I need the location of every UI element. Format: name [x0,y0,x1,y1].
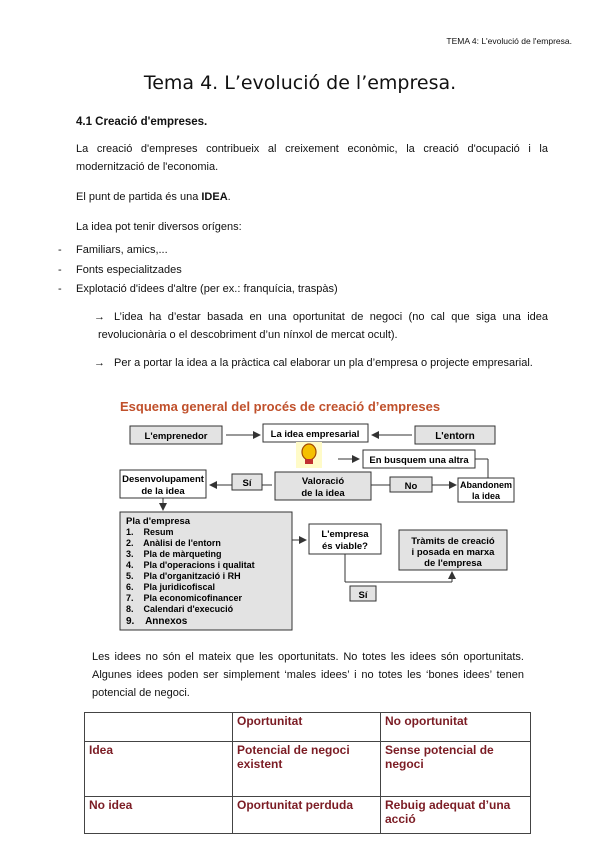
process-diagram [100,394,520,636]
text: . [227,191,231,203]
list-item: - Fonts especialitzades [58,264,182,276]
section-heading: 4.1 Creació d'empreses. [76,116,208,128]
table-row-header: Idea [85,742,233,797]
arrow-icon: → [94,311,105,323]
table-cell: Sense potencial de negoci [381,742,531,797]
table-header-cell: Oportunitat [233,713,381,742]
no-label: No [404,481,418,492]
tramits-label: Tràmits de creació [411,536,495,547]
table-row-header: No idea [85,797,233,834]
arrow-point [94,354,548,372]
entorn-label: L'entorn [435,431,475,442]
list-item-text: Familiars, amics,... [76,244,168,256]
text: El punt de partida és una [76,191,202,203]
list-item-text: Explotació d'idees d'altre (per ex.: franquícia, traspàs) [76,283,338,295]
si-label: Sí [358,590,368,601]
valoracio-label: Valoració [301,476,345,487]
tramits-label: i posada en marxa [411,547,495,558]
running-header: TEMA 4: L'evolució de l'empresa. [446,36,572,46]
viable-label: és viable? [322,541,368,552]
arrow-point-text: Per a portar la idea a la pràctica cal elaborar un pla d’empresa o projecte empresarial. [114,357,533,369]
list-item: - Explotació d'idees d'altre (per ex.: franquícia, traspàs) [58,283,338,295]
pla-item: 5. Pla d'organització i RH [126,571,241,581]
pla-item: 3. Pla de màrqueting [126,549,222,559]
idea-empresarial-label: La idea empresarial [270,429,360,440]
pla-item: 9. Annexos [126,616,188,627]
arrow-point [94,308,548,344]
paragraph-origins: La idea pot tenir diversos orígens: [76,221,242,233]
page-title: Tema 4. L’evolució de l’empresa. [143,72,457,94]
pla-item: 8. Calendari d'execució [126,604,234,614]
table-header-cell: No oportunitat [381,713,531,742]
paragraph-ideas-vs-opportunities: Les idees no són el mateix que les oportunitats. No totes les idees són oportunitats. Algunes idees poden ser simplement ‘males idees’ i no totes les ‘bones idees’ tenen potencial de negoci. [92,651,524,699]
emprenedor-label: L'emprenedor [144,431,208,442]
lightbulb-icon [296,442,322,468]
viable-label: L'empresa [321,529,369,540]
arrow-icon: → [94,357,105,369]
diagram-title: Esquema general del procés de creació d’empreses [120,399,441,414]
pla-item: 7. Pla economicofinancer [126,593,243,603]
busquem-label: En busquem una altra [369,455,469,466]
abandonem-label: la idea [471,491,501,501]
table-row [85,797,531,834]
arrow-point-text: L’idea ha d’estar basada en una oportunitat de negoci (no cal que siga una idea revolucionària o el descobriment d’un nínxol de mercat ocult). [98,311,548,341]
text-idea-bold: IDEA [201,191,228,203]
table-cell: Potencial de negoci existent [233,742,381,797]
paragraph-intro: La creació d'empreses contribueix al creixement econòmic, la creació d'ocupació i la modernització de l'economia. [76,143,548,173]
abandonem-label: Abandonem [459,480,513,490]
tramits-label: de l'empresa [424,558,482,569]
pla-empresa-title: Pla d'empresa [126,516,191,527]
list-item-text: Fonts especialitzades [76,264,182,276]
table-cell: Oportunitat perduda [233,797,381,834]
paragraph-starting-point [76,188,548,206]
table-row [85,713,531,742]
table-row [85,742,531,797]
opportunity-table [84,712,531,834]
desenvolupament-label: de la idea [141,486,185,497]
si-label: Sí [242,478,252,489]
list-item: - Familiars, amics,... [58,244,168,256]
table-cell [85,713,233,742]
pla-item: 2. Anàlisi de l'entorn [126,538,221,548]
valoracio-label: de la idea [301,488,345,499]
pla-item: 6. Pla juridicofiscal [126,582,216,592]
desenvolupament-label: Desenvolupament [122,474,204,485]
pla-item: 4. Pla d'operacions i qualitat [126,560,255,570]
table-cell: Rebuig adequat d’una acció [381,797,531,834]
pla-item: 1. Resum [126,527,174,537]
